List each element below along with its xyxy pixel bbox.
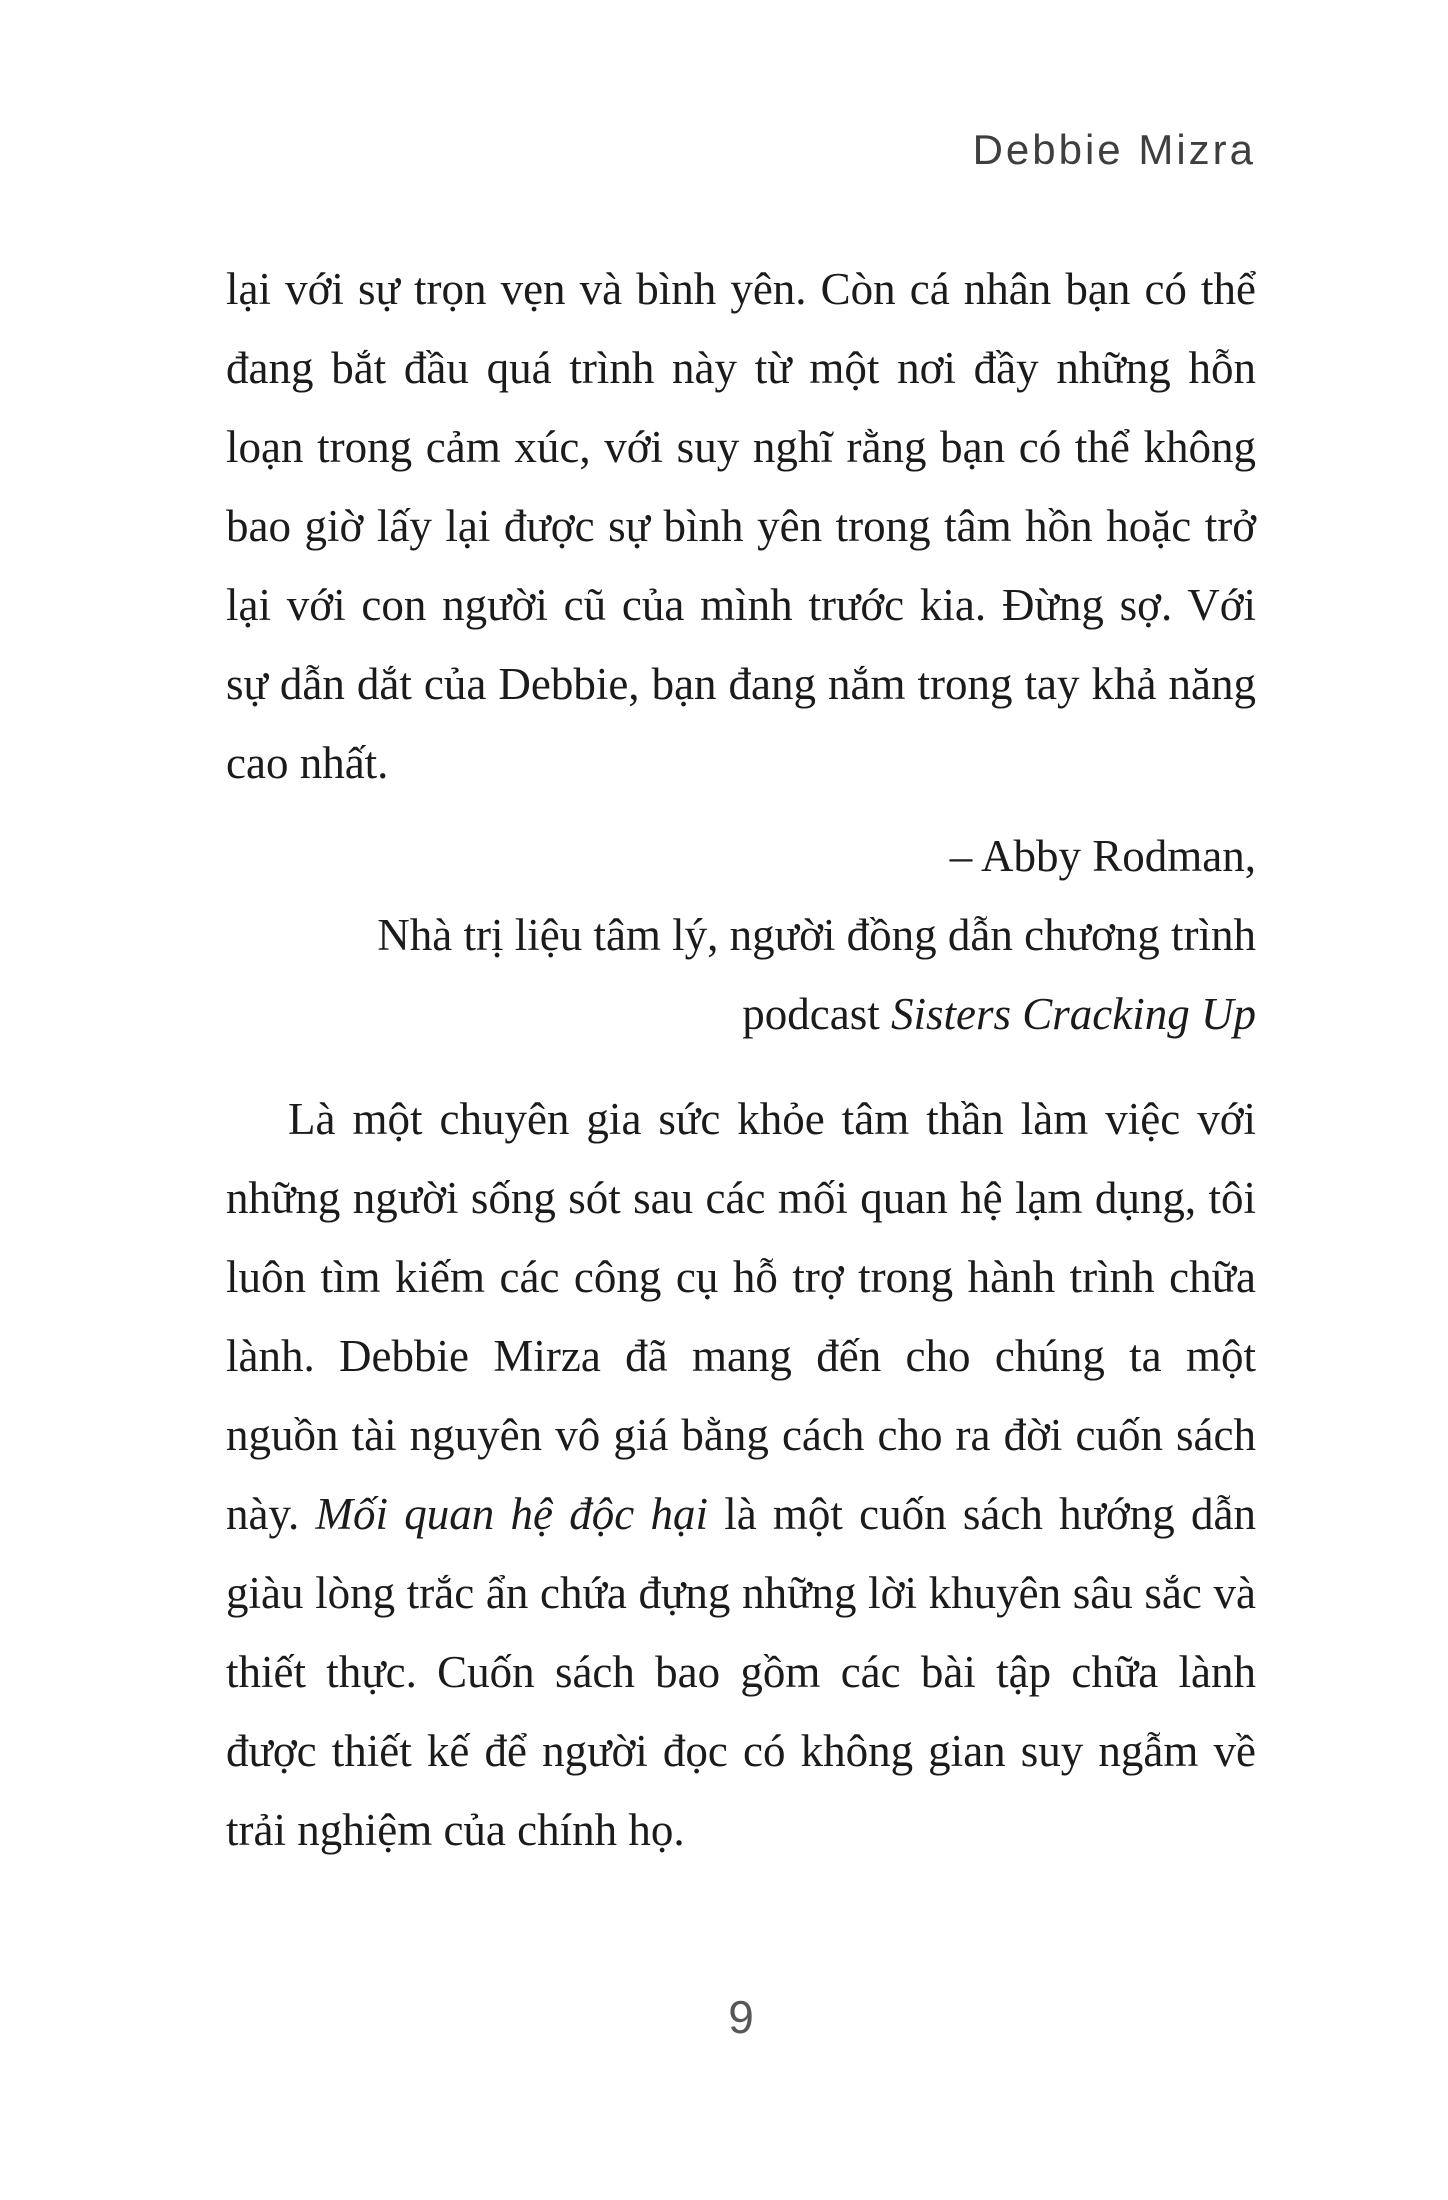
attribution-podcast-title: Sisters Cracking Up [891, 989, 1256, 1039]
page-number: 9 [728, 1991, 754, 2043]
attribution-podcast-prefix: podcast [742, 989, 891, 1039]
paragraph-endorsement-2 [226, 1080, 1256, 1870]
paragraph2-text-end: là một cuốn sách hướng dẫn giàu lòng trắc ẩn chứa đựng những lời khuyên sâu sắc và thiết thực. Cuốn sách bao gồm các bài tập chữa lành được thiết kế để người đọc có không gian suy ngẫm về trải nghiệm của chính họ. [226, 1489, 1256, 1855]
body-text-block [226, 250, 1256, 1870]
paragraph2-book-title: Mối quan hệ độc hại [315, 1489, 708, 1539]
running-header-author: Debbie Mizra [972, 126, 1256, 173]
paragraph2-text-start: Là một chuyên gia sức khỏe tâm thần làm việc với những người sống sót sau các mối quan hệ lạm dụng, tôi luôn tìm kiếm các công cụ hỗ trợ trong hành trình chữa lành. Debbie Mirza đã mang đến cho chúng ta một nguồn tài nguyên vô giá bằng cách cho ra đời cuốn sách này. [226, 1094, 1256, 1539]
attribution-block [226, 817, 1256, 1054]
attribution-role: Nhà trị liệu tâm lý, người đồng dẫn chương trình [377, 910, 1256, 960]
paragraph-endorsement-continued: lại với sự trọn vẹn và bình yên. Còn cá nhân bạn có thể đang bắt đầu quá trình này từ một nơi đầy những hỗn loạn trong cảm xúc, với suy nghĩ rằng bạn có thể không bao giờ lấy lại được sự bình yên trong tâm hồn hoặc trở lại với con người cũ của mình trước kia. Đừng sợ. Với sự dẫn dắt của Debbie, bạn đang nắm trong tay khả năng cao nhất. [226, 264, 1256, 788]
attribution-author: – Abby Rodman, [949, 831, 1256, 881]
attribution-podcast [226, 975, 1256, 1054]
